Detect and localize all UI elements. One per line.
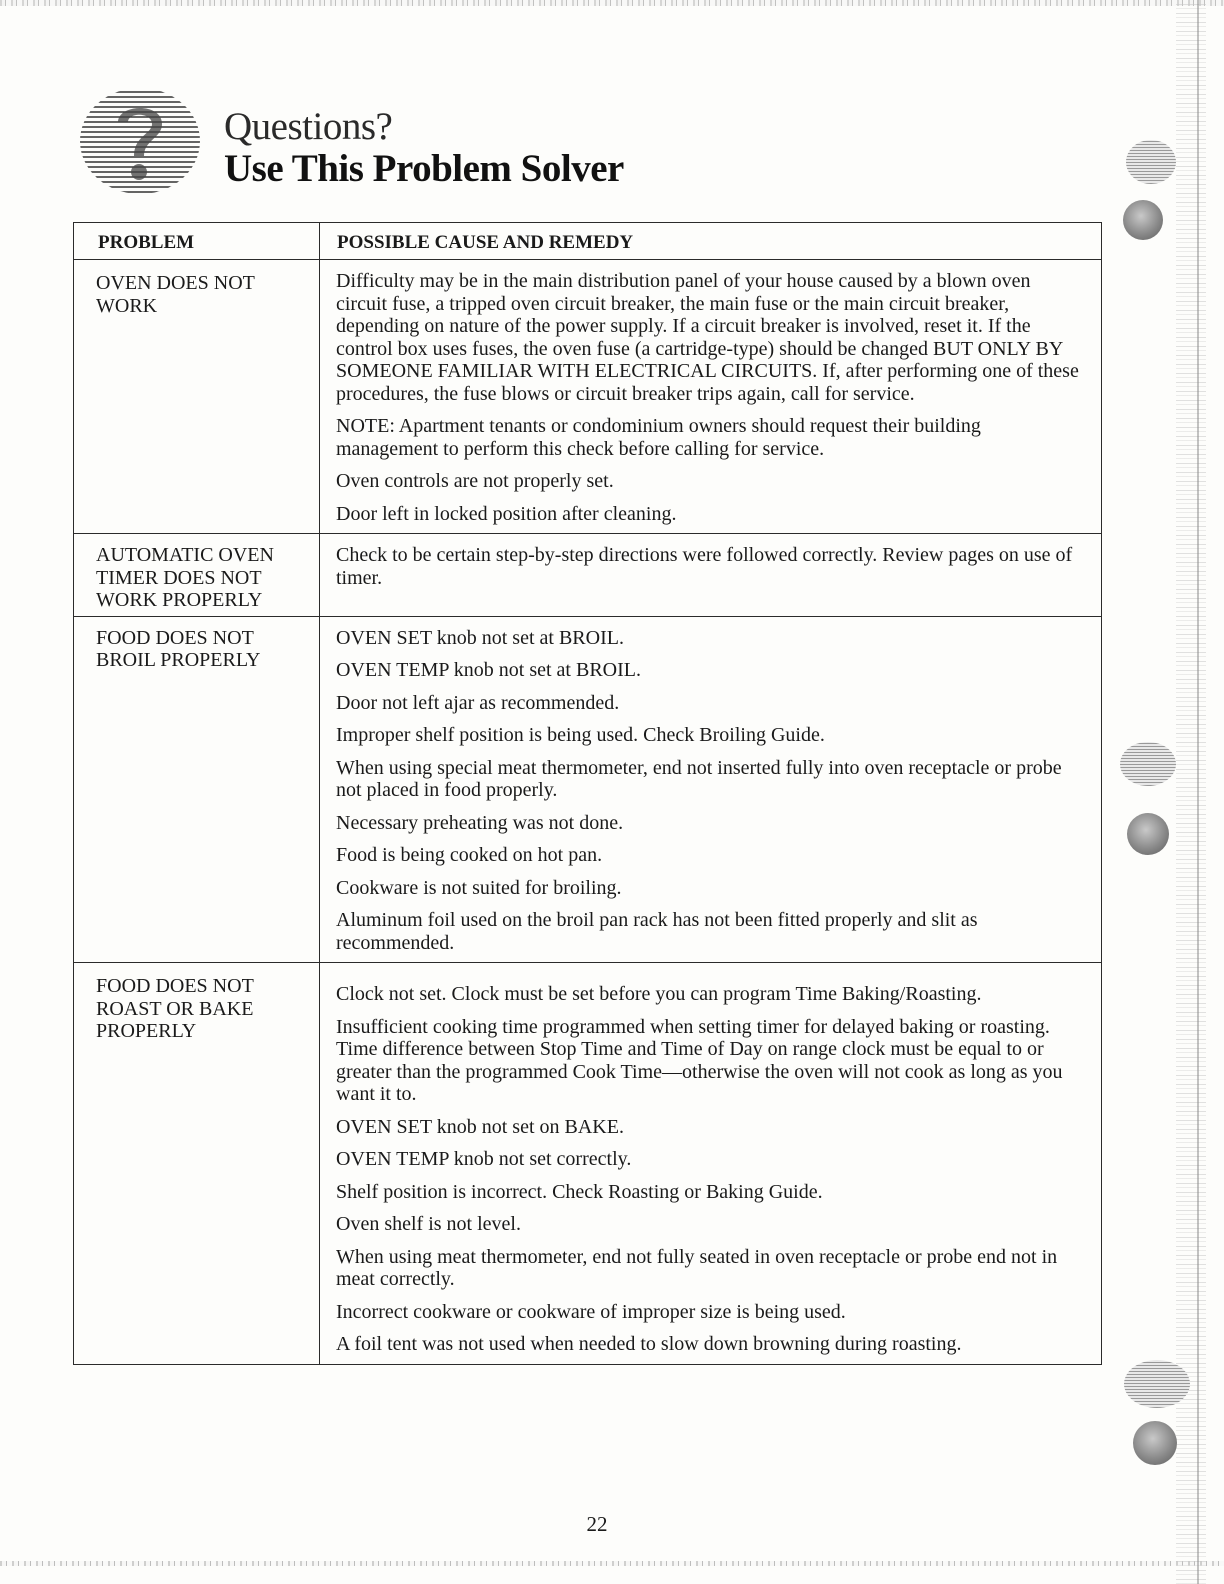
- page-number: 22: [586, 1512, 608, 1536]
- page-edge-line: [1197, 0, 1199, 1584]
- remedy-text: When using meat thermometer, end not fully seated in oven receptacle or probe end not in meat correctly.: [336, 1245, 1058, 1290]
- problem-cell: [74, 534, 320, 617]
- problem-text: FOOD DOES NOT: [96, 626, 254, 649]
- remedy-text: OVEN SET knob not set at BROIL.: [336, 626, 624, 649]
- problem-text: TIMER DOES NOT: [96, 566, 262, 589]
- remedy-text: Clock not set. Clock must be set before you can program Time Baking/Roasting.: [336, 983, 982, 1005]
- scan-edge-right: [1176, 0, 1206, 1584]
- binder-hole-3: [1120, 742, 1176, 786]
- problem-cell: [74, 260, 320, 534]
- problem-solver-table: [73, 222, 1102, 1365]
- question-mark-logo-icon: [78, 86, 202, 196]
- table-row: [74, 963, 1102, 1365]
- remedy-text: Oven shelf is not level.: [336, 1213, 521, 1235]
- remedy-text: Cookware is not suited for broiling.: [336, 876, 622, 899]
- page-title: [224, 106, 624, 190]
- table-row: [74, 616, 1102, 963]
- problem-text: BROIL PROPERLY: [96, 649, 261, 671]
- remedy-cell: [320, 534, 1102, 617]
- column-header-cause-remedy: POSSIBLE CAUSE AND REMEDY: [320, 223, 1102, 260]
- remedy-cell: [320, 616, 1102, 963]
- remedy-text: OVEN TEMP knob not set correctly.: [336, 1148, 632, 1170]
- table-row: [74, 534, 1102, 617]
- remedy-text: Incorrect cookware or cookware of improper size is being used.: [336, 1300, 846, 1323]
- problem-text: FOOD DOES NOT: [96, 975, 254, 997]
- remedy-text: Check to be certain step-by-step directions were followed correctly. Review pages on use of timer.: [336, 544, 1073, 589]
- remedy-text: Shelf position is incorrect. Check Roasting or Baking Guide.: [336, 1180, 823, 1203]
- binder-hole-4: [1127, 813, 1169, 855]
- binder-hole-6: [1133, 1421, 1177, 1465]
- remedy-text: A foil tent was not used when needed to slow down browning during roasting.: [336, 1333, 962, 1355]
- problem-cell: [74, 963, 320, 1365]
- remedy-text: Necessary preheating was not done.: [336, 811, 624, 834]
- binder-hole-5: [1124, 1360, 1190, 1408]
- table-header-row: [74, 223, 1102, 260]
- binder-hole-2: [1123, 200, 1163, 240]
- remedy-text: Oven controls are not properly set.: [336, 470, 614, 492]
- remedy-text: OVEN TEMP knob not set at BROIL.: [336, 659, 641, 681]
- remedy-text: OVEN SET knob not set on BAKE.: [336, 1115, 624, 1138]
- problem-cell: [74, 616, 320, 963]
- scan-edge-top: [0, 0, 1224, 6]
- remedy-text: When using special meat thermometer, end not inserted fully into oven receptacle or probe not placed in food properly.: [336, 756, 1062, 801]
- problem-text: OVEN DOES NOT: [96, 272, 255, 294]
- remedy-text: Aluminum foil used on the broil pan rack has not been fitted properly and slit as recommended.: [336, 909, 978, 954]
- problem-text: WORK PROPERLY: [96, 589, 263, 611]
- remedy-cell: [320, 260, 1102, 534]
- title-line-problem-solver: Use This Problem Solver: [224, 147, 624, 190]
- table-row: [74, 260, 1102, 534]
- problem-text: ROAST OR BAKE: [96, 997, 254, 1020]
- remedy-text: Food is being cooked on hot pan.: [336, 844, 603, 866]
- remedy-text: Door left in locked position after cleaning.: [336, 502, 677, 525]
- remedy-text: Insufficient cooking time programmed when setting timer for delayed baking or roasting. Time difference between Stop Time and Time of Day on range clock must be equal to or greater than the programmed Cook Time—otherwise the oven will not cook as long as you want it to.: [336, 1015, 1063, 1105]
- column-header-problem: PROBLEM: [74, 223, 320, 260]
- remedy-text: NOTE: Apartment tenants or condominium owners should request their building management to perform this check before calling for service.: [336, 415, 981, 460]
- remedy-text: Improper shelf position is being used. Check Broiling Guide.: [336, 724, 825, 746]
- remedy-text: Door not left ajar as recommended.: [336, 691, 620, 714]
- remedy-text: Difficulty may be in the main distribution panel of your house caused by a blown oven circuit fuse, a tripped oven circuit breaker, the main fuse or the main circuit breaker, depending on nature of the power supply. If a circuit breaker is involved, reset it. If the control box uses fuses, the oven fuse (a cartridge-type) should be changed BUT ONLY BY SOMEONE FAMILIAR WITH ELECTRICAL CIRCUITS. If, after performing one of these procedures, the fuse blows or circuit breaker trips again, call for service.: [336, 270, 1079, 405]
- problem-text: PROPERLY: [96, 1020, 197, 1042]
- title-line-questions: Questions?: [224, 105, 393, 148]
- remedy-cell: [320, 963, 1102, 1365]
- problem-text: WORK: [96, 294, 158, 317]
- binder-hole-1: [1126, 140, 1176, 184]
- scan-edge-bottom: [0, 1561, 1224, 1566]
- problem-text: AUTOMATIC OVEN: [96, 544, 274, 566]
